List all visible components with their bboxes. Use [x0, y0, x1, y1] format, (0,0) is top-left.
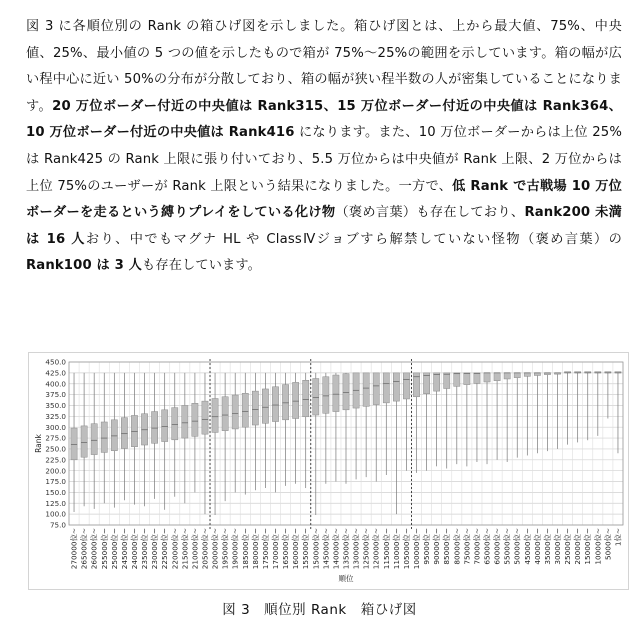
- x-tick-label: 75000位~: [462, 528, 472, 565]
- x-tick-label: 165000位~: [281, 528, 291, 570]
- box-iqr: [484, 373, 490, 382]
- x-tick-label: 255000位~: [99, 528, 109, 570]
- figure-caption: 図 3 順位別 Rank 箱ひげ図: [222, 602, 417, 618]
- box-iqr: [91, 424, 97, 455]
- box-iqr: [202, 401, 208, 434]
- x-tick-label: 155000位~: [301, 528, 311, 570]
- box-iqr: [494, 373, 500, 381]
- x-tick-label: 135000位~: [341, 528, 351, 570]
- x-tick-label: 115000位~: [381, 528, 391, 570]
- box-iqr: [333, 375, 339, 412]
- text-run: も存在しています。: [142, 258, 261, 274]
- box-iqr: [534, 373, 540, 376]
- y-tick-label: 150.0: [45, 488, 66, 497]
- y-tick-label: 350.0: [45, 401, 66, 411]
- box-iqr: [383, 373, 389, 403]
- box-iqr: [212, 399, 218, 433]
- box-iqr: [444, 373, 450, 389]
- y-tick-label: 250.0: [45, 444, 66, 454]
- x-tick-label: 120000位~: [371, 528, 381, 570]
- x-tick-label: 80000位~: [452, 528, 462, 565]
- x-tick-label: 230000位~: [150, 528, 160, 570]
- box-iqr: [524, 373, 530, 376]
- x-tick-label: 100000位~: [412, 528, 422, 570]
- box-iqr: [303, 380, 309, 417]
- box-iqr: [514, 373, 520, 378]
- text-run: （褒め言葉）も存在しており、: [335, 205, 525, 221]
- x-tick-label: 85000位~: [442, 528, 452, 565]
- box-iqr: [242, 393, 248, 427]
- box-iqr: [313, 379, 319, 416]
- box-iqr: [162, 410, 168, 442]
- box-iqr: [272, 387, 278, 422]
- y-tick-label: 275.0: [45, 433, 66, 443]
- y-tick-label: 175.0: [45, 477, 66, 487]
- y-tick-label: 125.0: [45, 498, 66, 508]
- x-tick-label: 5000位~: [603, 528, 613, 560]
- x-tick-label: 10000位~: [593, 528, 603, 565]
- box-iqr: [172, 408, 178, 440]
- box-iqr: [293, 382, 299, 418]
- box-iqr: [363, 373, 369, 406]
- x-tick-label: 235000位~: [140, 528, 150, 570]
- x-tick-label: 40000位~: [532, 528, 542, 565]
- x-tick-label: 180000位~: [250, 528, 260, 570]
- y-tick-label: 375.0: [45, 390, 66, 400]
- box-iqr: [393, 373, 399, 401]
- x-tick-label: 140000位~: [331, 528, 341, 570]
- box-iqr: [474, 373, 480, 383]
- x-tick-label: 125000位~: [361, 528, 371, 570]
- box-iqr: [81, 426, 87, 457]
- y-tick-label: 450.0: [45, 357, 66, 367]
- x-axis-title: 順位: [338, 574, 354, 583]
- x-tick-label: 200000位~: [210, 528, 220, 570]
- box-iqr: [192, 403, 198, 436]
- x-tick-label: 105000位~: [401, 528, 411, 570]
- x-tick-label: 190000位~: [230, 528, 240, 570]
- x-tick-label: 270000位~: [69, 528, 79, 570]
- x-tick-label: 65000位~: [482, 528, 492, 565]
- text-run: になります。また、10 万位ボーダーからは上位 25%は Rank425 の Rank 上限に張り付いており、5.5 万位からは中央値が Rank 上限、2 万位からは上位 75%のユーザーが Rank 上限という結果になりました。一方で、: [26, 125, 622, 194]
- box-iqr: [182, 405, 188, 438]
- y-tick-label: 300.0: [45, 422, 66, 432]
- box-iqr: [464, 373, 470, 385]
- box-iqr: [141, 414, 147, 445]
- x-tick-label: 50000位~: [512, 528, 522, 565]
- box-iqr: [222, 397, 228, 431]
- x-tick-label: 210000位~: [190, 528, 200, 570]
- body-paragraph: [26, 14, 622, 280]
- bold-run: Rank200 未満は 16 人: [26, 205, 622, 247]
- x-tick-label: 60000位~: [492, 528, 502, 565]
- figure-boxplot: [28, 352, 629, 590]
- x-tick-label: 225000位~: [160, 528, 170, 570]
- box-iqr: [454, 373, 460, 386]
- text-run: 図 3 に各順位別の Rank の箱ひげ図を示しました。箱ひげ図とは、上から最大値、75%、中央値、25%、最小値の 5 つの値を示したもので箱が 75%～25%の範囲を示しています。箱の幅が広い程中心に近い 50%の分布が分散しており、箱の幅が狭い程半数の人が密集していることになります。: [26, 19, 622, 114]
- box-iqr: [111, 420, 117, 451]
- x-tick-label: 35000位~: [542, 528, 552, 565]
- box-iqr: [252, 391, 258, 425]
- box-iqr: [504, 373, 510, 379]
- x-tick-label: 90000位~: [432, 528, 442, 565]
- x-tick-label: 175000位~: [260, 528, 270, 570]
- text-run: おり、中でもマグナ HL や ClassⅣジョブすら解禁していない怪物（褒め言葉）の: [85, 231, 622, 247]
- x-tick-label: 265000位~: [79, 528, 89, 570]
- bold-run: 低 Rank で古戦場 10 万位ボーダーを走るという縛りプレイをしている化け物: [26, 178, 622, 221]
- x-tick-label: 145000位~: [321, 528, 331, 570]
- boxplot-chart: [29, 353, 628, 589]
- box-iqr: [101, 422, 107, 452]
- box-iqr: [232, 395, 238, 429]
- x-tick-label: 20000位~: [573, 528, 583, 565]
- y-axis-title: Rank: [34, 434, 43, 453]
- x-tick-label: 150000位~: [311, 528, 321, 570]
- x-tick-label: 70000位~: [472, 528, 482, 565]
- x-tick-label: 215000位~: [180, 528, 190, 570]
- x-tick-label: 220000位~: [170, 528, 180, 570]
- box-iqr: [151, 412, 157, 444]
- x-tick-label: 1位~: [613, 528, 623, 547]
- y-tick-label: 400.0: [45, 379, 66, 389]
- x-tick-label: 55000位~: [502, 528, 512, 565]
- y-tick-label: 225.0: [45, 455, 66, 465]
- box-iqr: [121, 418, 127, 449]
- x-tick-label: 260000位~: [89, 528, 99, 570]
- x-tick-label: 245000位~: [119, 528, 129, 570]
- box-iqr: [323, 377, 329, 414]
- x-tick-label: 15000位~: [583, 528, 593, 565]
- x-tick-label: 250000位~: [109, 528, 119, 570]
- box-iqr: [343, 374, 349, 410]
- box-iqr: [403, 373, 409, 399]
- bold-run: 20 万位ボーダー付近の中央値は Rank315、15 万位ボーダー付近の中央値は Rank364、10 万位ボーダー付近の中央値は Rank416: [26, 98, 622, 141]
- y-tick-label: 325.0: [45, 411, 66, 421]
- box-iqr: [262, 389, 268, 423]
- x-tick-label: 45000位~: [522, 528, 532, 565]
- box-iqr: [71, 428, 77, 460]
- box-iqr: [413, 373, 419, 397]
- box-iqr: [434, 373, 440, 391]
- x-tick-label: 110000位~: [391, 528, 401, 570]
- x-tick-label: 130000位~: [351, 528, 361, 570]
- x-tick-label: 30000位~: [553, 528, 563, 565]
- box-iqr: [373, 373, 379, 405]
- y-tick-label: 200.0: [45, 466, 66, 476]
- y-tick-label: 100.0: [45, 509, 66, 519]
- box-iqr: [282, 385, 288, 420]
- box-iqr: [423, 373, 429, 394]
- x-tick-label: 170000位~: [270, 528, 280, 570]
- x-tick-label: 95000位~: [422, 528, 432, 565]
- bold-run: Rank100 は 3 人: [26, 258, 143, 274]
- x-tick-label: 205000位~: [200, 528, 210, 570]
- x-tick-label: 240000位~: [129, 528, 139, 570]
- x-tick-label: 160000位~: [291, 528, 301, 570]
- y-tick-label: 425.0: [45, 368, 66, 378]
- x-tick-label: 195000位~: [220, 528, 230, 570]
- x-tick-label: 185000位~: [240, 528, 250, 570]
- x-tick-label: 25000位~: [563, 528, 573, 565]
- y-tick-label: 75.0: [49, 520, 66, 530]
- box-iqr: [131, 415, 137, 446]
